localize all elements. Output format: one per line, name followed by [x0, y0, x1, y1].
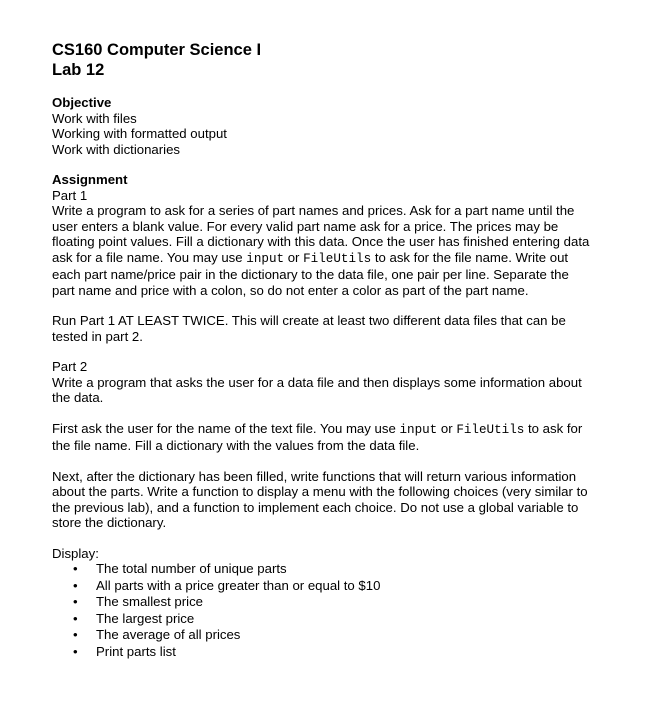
display-list-item: • The smallest price	[73, 594, 204, 609]
display-list-item: • Print parts list	[73, 643, 176, 659]
code-input: input	[246, 251, 285, 266]
document-header	[52, 40, 592, 80]
lab-title: Lab 12	[52, 61, 105, 79]
display-list	[52, 561, 592, 660]
part1-paragraph: Write a program to ask for a series of part names and prices. Ask for a part name until the user enters a blank value. For every valid part name ask for a price. The prices may be floating point values. Fill a dictionary with this data. Once the user has finished entering data ask for a file name. You may use input or FileUtils to ask for the file name. Write out each part name/price pair in the dictionary to the data file, one pair per line. Separate the part name and price with a colon, so do not enter a color as part of the part name.	[52, 203, 590, 298]
display-list-item: • The average of all prices	[73, 627, 241, 642]
objective-item: Work with dictionaries	[52, 141, 181, 157]
bullet-icon: •	[73, 594, 78, 609]
code-input: input	[399, 422, 438, 437]
objective-heading: Objective	[52, 95, 112, 110]
assignment-section	[52, 172, 592, 660]
part1-run-note: Run Part 1 AT LEAST TWICE. This will create at least two different data files that can be tested in part 2.	[52, 313, 566, 344]
bullet-icon: •	[73, 627, 78, 642]
part2-paragraph-2: First ask the user for the name of the text file. You may use input or FileUtils to ask for the file name. Fill a dictionary with the values from the data file.	[52, 420, 583, 453]
part2-paragraph-1: Write a program that asks the user for a data file and then displays some information about the data.	[52, 374, 582, 405]
display-list-item: • All parts with a price greater than or equal to $10	[73, 577, 381, 593]
objective-item: Working with formatted output	[52, 126, 227, 141]
display-list-item: • The largest price	[73, 610, 195, 626]
display-label: Display:	[52, 545, 99, 561]
part2-label: Part 2	[52, 359, 88, 374]
document-page	[52, 40, 592, 660]
display-list-item: • The total number of unique parts	[73, 561, 287, 576]
objective-section	[52, 95, 592, 157]
course-title: CS160 Computer Science I	[52, 41, 262, 59]
bullet-icon: •	[73, 561, 78, 576]
objective-item: Work with files	[52, 110, 137, 126]
part2-paragraph-3: Next, after the dictionary has been filled, write functions that will return various information about the parts. Write a function to display a menu with the following choices (very similar to the previous lab), and a function to implement each choice. Do not use a global variable to store the dictionary.	[52, 468, 588, 530]
code-fileutils: FileUtils	[456, 422, 525, 437]
bullet-icon: •	[73, 643, 78, 659]
code-fileutils: FileUtils	[303, 251, 372, 266]
assignment-heading: Assignment	[52, 172, 128, 187]
part1-label: Part 1	[52, 187, 88, 203]
bullet-icon: •	[73, 577, 78, 593]
bullet-icon: •	[73, 610, 78, 626]
